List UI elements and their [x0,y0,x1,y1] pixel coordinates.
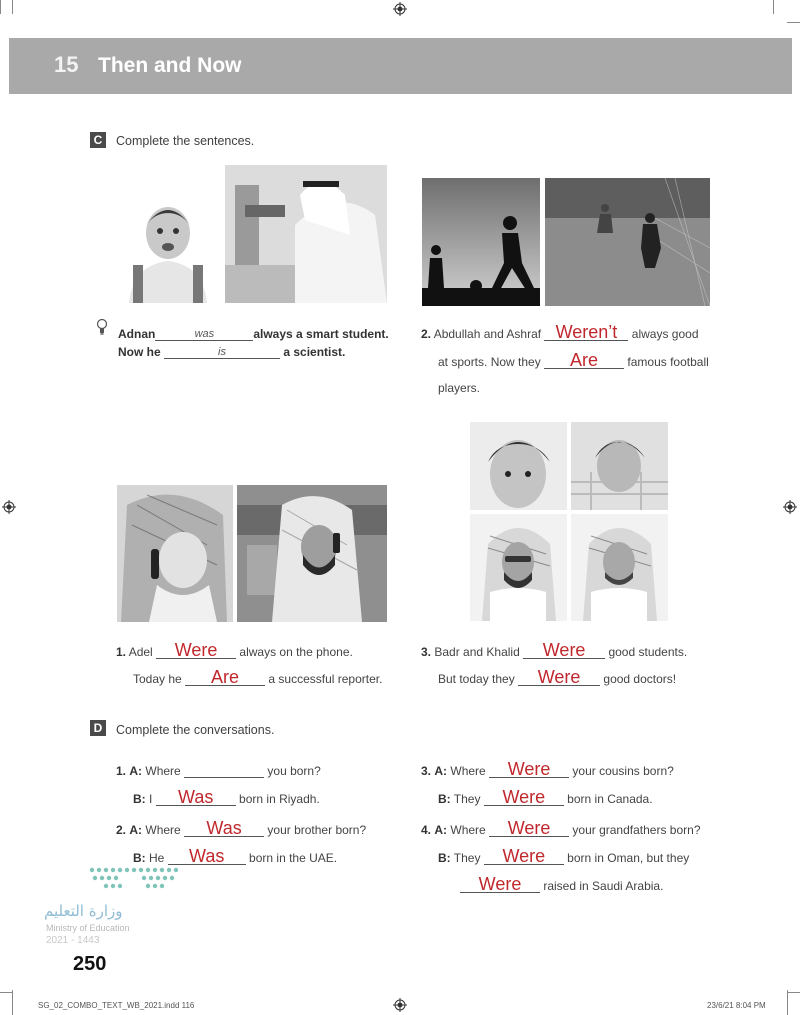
conv1-line-a [116,763,321,778]
ministry-logo-arabic: وزارة التعليم [44,902,123,920]
item3-number: 3. [421,645,432,659]
item3-blank-2[interactable] [518,667,600,687]
conv3-answer-a: Were [507,759,551,779]
crop-mark-top-left-v [12,0,13,14]
page-number: 250 [73,953,107,975]
photo-football-match [545,178,710,306]
conv2-blank-a[interactable] [184,818,264,838]
item3-line2-end: good doctors! [603,672,677,686]
unit-title: Then and Now [98,54,242,77]
item2-blank-2[interactable] [544,350,624,370]
registration-mark-icon [783,500,797,514]
section-c-instruction: Complete the sentences. [116,134,255,148]
item1-line-2 [133,667,383,687]
conv1-answer-b: Was [178,787,214,807]
item1-line1-end: always on the phone. [239,645,353,659]
item2-line-2 [438,350,709,370]
crop-mark-bottom-right-h [788,992,800,993]
conv4-line-b [438,846,690,866]
item2-line-1 [421,322,699,342]
item1-blank-1[interactable] [156,640,236,660]
item1-line1-start: Adel [128,645,153,659]
item1-line2-start: Today he [133,672,182,686]
item1-blank-2[interactable] [185,667,265,687]
ministry-logo-english: Ministry of Education [46,923,130,933]
ministry-logo-dots-icon [88,866,180,892]
item3-line1-start: Badr and Khalid [434,645,520,659]
photo-scientist-microscope [225,165,387,303]
example-line2-end: a scientist. [283,345,346,359]
photo-boy-with-backpack [119,185,217,303]
conv4-a-start: Where [450,823,486,837]
conv1-speaker-b: B: [133,792,146,806]
example-line-2 [118,344,345,359]
conv4-b-start: They [453,851,481,865]
crop-mark-bottom-right [787,990,788,1015]
photo-doctor-1 [470,514,567,621]
lightbulb-icon [96,318,108,336]
item3-answer-1: Were [542,640,586,660]
item1-line-1 [116,640,353,660]
section-d-instruction: Complete the conversations. [116,723,275,737]
crop-mark-bottom-left-h [0,992,12,993]
conv2-a-start: Where [145,823,181,837]
conv4-blank-a[interactable] [489,818,569,838]
conv3-speaker-b: B: [438,792,451,806]
conv2-line-a [116,818,367,838]
unit-number: 15 [54,52,79,77]
item2-answer-1: Weren’t [555,322,618,342]
conv2-line-b [133,846,338,866]
item2-line-3: players. [438,381,481,395]
item2-blank-1[interactable] [544,322,628,342]
item2-line2-end: famous football [627,355,709,369]
crop-mark-bottom-left [12,990,13,1015]
conv3-b-start: They [453,792,481,806]
crop-mark-top-right [773,0,774,14]
photo-boy-on-phone [117,485,233,622]
conv3-blank-b[interactable] [484,787,564,807]
item1-answer-2: Are [211,667,240,687]
item3-blank-1[interactable] [523,640,605,660]
conv3-b-end: born in Canada. [567,792,653,806]
conv2-speaker-a: A: [129,823,143,837]
item3-line-1 [421,640,688,660]
conv2-b-start: He [149,851,165,865]
example-line1-start: Adnan [118,327,156,341]
conv2-answer-a: Was [206,818,242,838]
example-answer-1: was [194,328,215,340]
crop-mark-top-left [0,0,1,14]
item1-number: 1. [116,645,127,659]
photo-boy-portrait-2 [571,422,668,510]
conv4-line-b2 [460,874,664,894]
item1-line2-end: a successful reporter. [268,672,383,686]
conv1-b-start: I [149,792,153,806]
example-blank-1[interactable] [155,326,253,341]
conv4-blank-b[interactable] [484,846,564,866]
conv1-number: 1. [116,764,127,778]
conv2-b-end: born in the UAE. [249,851,338,865]
registration-mark-icon [393,998,407,1012]
conv1-a-start: Where [145,764,181,778]
conv4-a-end: your grandfathers born? [572,823,701,837]
conv3-blank-a[interactable] [489,759,569,779]
conv3-a-end: your cousins born? [572,764,674,778]
ministry-logo-year: 2021 - 1443 [46,935,100,946]
conv4-answer-b: Were [502,846,546,866]
conv1-blank-b[interactable] [156,787,236,807]
conv3-line-b [438,787,653,807]
item2-number: 2. [421,327,432,341]
conv4-answer-a: Were [507,818,551,838]
item2-line1-end: always good [631,327,699,341]
conv3-number: 3. [421,764,432,778]
conv2-speaker-b: B: [133,851,146,865]
conv3-speaker-a: A: [434,764,448,778]
conv2-a-end: your brother born? [267,823,367,837]
conv4-answer-b2: Were [478,874,522,894]
item2-answer-2: Are [570,350,599,370]
photo-doctor-2 [571,514,668,621]
conv1-blank-a[interactable] [184,763,264,778]
footer-datetime: 23/6/21 8:04 PM [707,1001,766,1010]
conv2-number: 2. [116,823,127,837]
example-blank-2[interactable] [164,344,280,359]
conv4-line-a [421,818,701,838]
item3-line1-end: good students. [608,645,688,659]
example-line1-end: always a smart student. [253,327,389,341]
conv4-b2-end: raised in Saudi Arabia. [543,879,664,893]
item3-answer-2: Were [537,667,581,687]
item2-line2-start: at sports. Now they [438,355,541,369]
item3-line2-start: But today they [438,672,515,686]
conv4-blank-b2[interactable] [460,874,540,894]
example-answer-2: is [218,346,226,358]
conv3-a-start: Where [450,764,486,778]
conv4-speaker-a: A: [434,823,448,837]
photo-boy-portrait-1 [470,422,567,510]
section-c-label: C [90,132,106,148]
photo-kids-silhouette-football [422,178,540,306]
photo-man-on-phone [237,485,387,622]
item1-answer-1: Were [174,640,218,660]
footer-file-name: SG_02_COMBO_TEXT_WB_2021.indd 116 [38,1001,195,1010]
conv3-answer-b: Were [502,787,546,807]
registration-mark-icon [2,500,16,514]
section-d-label: D [90,720,106,736]
conv1-speaker-a: A: [129,764,143,778]
registration-mark-icon [393,2,407,16]
example-line2-start: Now he [118,345,161,359]
conv2-answer-b: Was [189,846,225,866]
conv4-speaker-b: B: [438,851,451,865]
conv4-b-end: born in Oman, but they [567,851,690,865]
item2-line1-start: Abdullah and Ashraf [433,327,542,341]
conv1-line-b [133,787,320,807]
conv2-blank-b[interactable] [168,846,246,866]
example-line-1 [118,326,389,341]
conv3-line-a [421,759,674,779]
conv1-a-end: you born? [267,764,321,778]
item3-line-2 [438,667,677,687]
conv4-number: 4. [421,823,432,837]
conv1-b-end: born in Riyadh. [239,792,320,806]
crop-mark-top-right-2 [787,22,800,23]
